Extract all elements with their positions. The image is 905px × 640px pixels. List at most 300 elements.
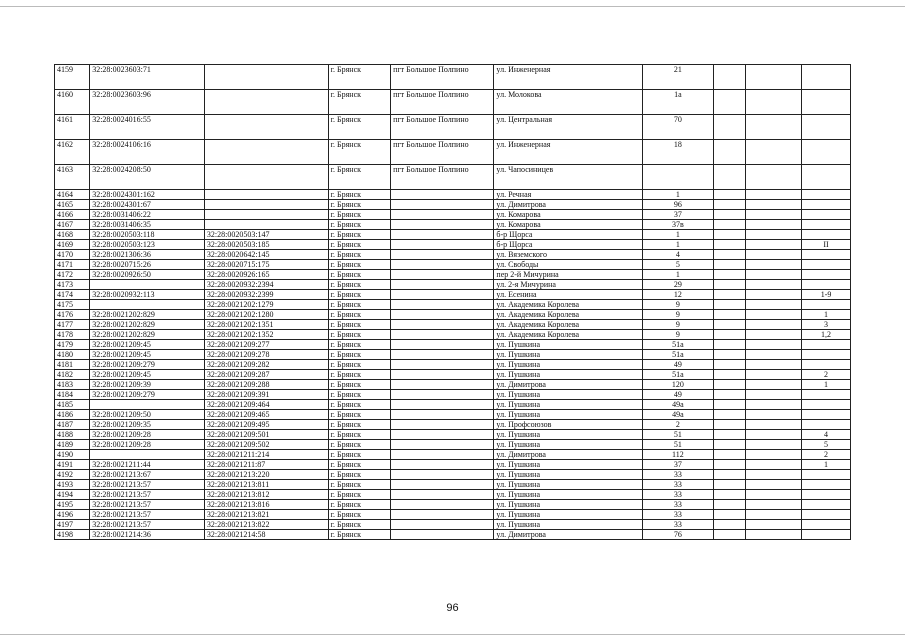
street-cell: ул. Центральная [494,115,643,140]
cadastral-number-land: 32:28:0020503:118 [90,230,205,240]
table-row [55,460,851,470]
settlement-cell [391,200,494,210]
cadastral-number-building [204,115,328,140]
house-number-cell: 33 [643,520,713,530]
row-number: 4181 [55,360,90,370]
cadastral-number-building [204,90,328,115]
settlement-cell [391,360,494,370]
blank-cell [713,210,746,220]
house-number-cell: 29 [643,280,713,290]
house-number-cell: 112 [643,450,713,460]
table-row [55,140,851,165]
house-number-cell: 51 [643,430,713,440]
row-number: 4194 [55,490,90,500]
street-cell: ул. Свободы [494,260,643,270]
row-number: 4187 [55,420,90,430]
cadastral-number-building: 32:28:0021209:288 [204,380,328,390]
blank-cell [746,400,802,410]
cadastral-number-building: 32:28:0021209:282 [204,360,328,370]
cadastral-number-building: 32:28:0021211:214 [204,450,328,460]
blank-cell [713,440,746,450]
cadastral-number-land [90,400,205,410]
house-number-cell: 33 [643,510,713,520]
street-cell: ул. Пушкина [494,370,643,380]
settlement-cell: пгт Большое Полпино [391,65,494,90]
city-cell: г. Брянск [328,280,390,290]
settlement-cell [391,300,494,310]
city-cell: г. Брянск [328,490,390,500]
row-number: 4178 [55,330,90,340]
blank-cell [746,530,802,540]
cadastral-number-land: 32:28:0024301:162 [90,190,205,200]
blank-cell [713,310,746,320]
blank-cell [713,90,746,115]
table-row [55,450,851,460]
house-number-cell: 33 [643,470,713,480]
settlement-cell [391,310,494,320]
house-number-cell: 9 [643,320,713,330]
apartment-cell [802,190,851,200]
street-cell: ул. Пушкина [494,440,643,450]
street-cell: ул. Пушкина [494,430,643,440]
cadastral-number-land: 32:28:0021209:28 [90,430,205,440]
table-row [55,440,851,450]
city-cell: г. Брянск [328,290,390,300]
settlement-cell [391,390,494,400]
cadastral-number-land: 32:28:0021306:36 [90,250,205,260]
apartment-cell [802,220,851,230]
apartment-cell [802,250,851,260]
blank-cell [746,320,802,330]
house-number-cell: 37 [643,460,713,470]
cadastral-number-building: 32:28:0021209:502 [204,440,328,450]
city-cell: г. Брянск [328,360,390,370]
blank-cell [713,480,746,490]
blank-cell [713,220,746,230]
table-row [55,330,851,340]
cadastral-number-land: 32:28:0021202:829 [90,320,205,330]
house-number-cell: 96 [643,200,713,210]
settlement-cell [391,420,494,430]
street-cell: ул. Пушкина [494,500,643,510]
settlement-cell [391,510,494,520]
house-number-cell: 1 [643,240,713,250]
street-cell: ул. Пушкина [494,340,643,350]
apartment-cell [802,200,851,210]
street-cell: ул. Пушкина [494,460,643,470]
cadastral-number-building: 32:28:0021202:1352 [204,330,328,340]
blank-cell [713,140,746,165]
table-row [55,65,851,90]
city-cell: г. Брянск [328,480,390,490]
cadastral-number-building [204,210,328,220]
city-cell: г. Брянск [328,420,390,430]
street-cell: ул. Инженерная [494,65,643,90]
house-number-cell: 9 [643,300,713,310]
blank-cell [746,220,802,230]
house-number-cell: 9 [643,310,713,320]
row-number: 4166 [55,210,90,220]
city-cell: г. Брянск [328,410,390,420]
table-row [55,250,851,260]
table-row [55,400,851,410]
row-number: 4196 [55,510,90,520]
blank-cell [746,450,802,460]
table-row [55,500,851,510]
cadastral-number-land: 32:28:0021209:45 [90,340,205,350]
blank-cell [746,260,802,270]
blank-cell [713,360,746,370]
settlement-cell [391,450,494,460]
cadastral-number-building: 32:28:0021213:812 [204,490,328,500]
city-cell: г. Брянск [328,520,390,530]
house-number-cell: 37в [643,220,713,230]
cadastral-number-building: 32:28:0021214:58 [204,530,328,540]
settlement-cell [391,330,494,340]
house-number-cell: 21 [643,65,713,90]
city-cell: г. Брянск [328,190,390,200]
apartment-cell [802,230,851,240]
street-cell: ул. Пушкина [494,350,643,360]
cadastral-number-building [204,165,328,190]
city-cell: г. Брянск [328,320,390,330]
table-row [55,410,851,420]
blank-cell [746,500,802,510]
cadastral-number-land: 32:28:0021202:829 [90,310,205,320]
apartment-cell [802,490,851,500]
city-cell: г. Брянск [328,470,390,480]
street-cell: ул. Пушкина [494,360,643,370]
row-number: 4160 [55,90,90,115]
city-cell: г. Брянск [328,140,390,165]
cadastral-number-land: 32:28:0020926:50 [90,270,205,280]
row-number: 4168 [55,230,90,240]
table-row [55,300,851,310]
street-cell: ул. Пушкина [494,470,643,480]
city-cell: г. Брянск [328,220,390,230]
table-row [55,280,851,290]
cadastral-number-land: 32:28:0021209:279 [90,390,205,400]
settlement-cell [391,230,494,240]
apartment-cell [802,280,851,290]
settlement-cell [391,280,494,290]
house-number-cell: 70 [643,115,713,140]
blank-cell [746,300,802,310]
cadastral-number-building: 32:28:0020926:165 [204,270,328,280]
blank-cell [713,320,746,330]
row-number: 4188 [55,430,90,440]
settlement-cell: пгт Большое Полпино [391,140,494,165]
street-cell: ул. Есенина [494,290,643,300]
apartment-cell [802,470,851,480]
settlement-cell [391,480,494,490]
settlement-cell [391,370,494,380]
blank-cell [746,310,802,320]
cadastral-number-building: 32:28:0021213:816 [204,500,328,510]
blank-cell [746,210,802,220]
apartment-cell: 4 [802,430,851,440]
street-cell: б-р Щорса [494,240,643,250]
cadastral-number-land: 32:28:0021213:57 [90,520,205,530]
street-cell: ул. Чапосиницев [494,165,643,190]
blank-cell [713,370,746,380]
apartment-cell: 1 [802,380,851,390]
apartment-cell [802,90,851,115]
table-row [55,270,851,280]
table-row [55,260,851,270]
blank-cell [713,165,746,190]
table-row [55,90,851,115]
blank-cell [713,190,746,200]
blank-cell [713,200,746,210]
apartment-cell [802,340,851,350]
row-number: 4165 [55,200,90,210]
blank-cell [746,440,802,450]
cadastral-number-building: 32:28:0021213:811 [204,480,328,490]
settlement-cell [391,320,494,330]
settlement-cell [391,410,494,420]
row-number: 4159 [55,65,90,90]
cadastral-number-building: 32:28:0021213:220 [204,470,328,480]
table-row [55,320,851,330]
street-cell: ул. Пушкина [494,510,643,520]
row-number: 4174 [55,290,90,300]
blank-cell [713,270,746,280]
settlement-cell [391,290,494,300]
row-number: 4180 [55,350,90,360]
blank-cell [713,290,746,300]
blank-cell [746,280,802,290]
blank-cell [746,470,802,480]
table-row [55,340,851,350]
settlement-cell [391,340,494,350]
registry-table [54,64,851,540]
house-number-cell: 76 [643,530,713,540]
blank-cell [746,490,802,500]
city-cell: г. Брянск [328,500,390,510]
table-row [55,310,851,320]
city-cell: г. Брянск [328,430,390,440]
table-row [55,115,851,140]
blank-cell [746,190,802,200]
apartment-cell [802,65,851,90]
street-cell: ул. Академика Королева [494,320,643,330]
city-cell: г. Брянск [328,310,390,320]
cadastral-number-building: 32:28:0021213:821 [204,510,328,520]
blank-cell [746,360,802,370]
apartment-cell [802,260,851,270]
blank-cell [746,140,802,165]
city-cell: г. Брянск [328,340,390,350]
table-row [55,510,851,520]
blank-cell [713,280,746,290]
house-number-cell: 51 [643,440,713,450]
blank-cell [746,370,802,380]
street-cell: ул. Профсоюзов [494,420,643,430]
row-number: 4173 [55,280,90,290]
table-row [55,390,851,400]
table-row [55,370,851,380]
blank-cell [746,520,802,530]
blank-cell [746,240,802,250]
row-number: 4164 [55,190,90,200]
cadastral-number-land: 32:28:0021209:50 [90,410,205,420]
cadastral-number-building [204,65,328,90]
street-cell: ул. Академика Королева [494,330,643,340]
row-number: 4169 [55,240,90,250]
blank-cell [746,65,802,90]
cadastral-number-building: 32:28:0021209:391 [204,390,328,400]
house-number-cell: 51а [643,340,713,350]
apartment-cell: 1 [802,310,851,320]
street-cell: ул. Димитрова [494,530,643,540]
blank-cell [713,530,746,540]
apartment-cell [802,410,851,420]
street-cell: ул. Пушкина [494,520,643,530]
table-row [55,165,851,190]
city-cell: г. Брянск [328,460,390,470]
cadastral-number-land: 32:28:0021202:829 [90,330,205,340]
street-cell: ул. Пушкина [494,490,643,500]
settlement-cell [391,530,494,540]
table-row [55,520,851,530]
cadastral-number-building: 32:28:0020932:2394 [204,280,328,290]
cadastral-number-building [204,190,328,200]
street-cell: ул. Академика Королева [494,310,643,320]
apartment-cell [802,400,851,410]
city-cell: г. Брянск [328,270,390,280]
table-row [55,490,851,500]
street-cell: ул. Вяземского [494,250,643,260]
cadastral-number-land: 32:28:0020715:26 [90,260,205,270]
house-number-cell: 51а [643,350,713,360]
cadastral-number-land: 32:28:0021211:44 [90,460,205,470]
cadastral-number-land: 32:28:0021213:67 [90,470,205,480]
settlement-cell [391,470,494,480]
table-row [55,290,851,300]
street-cell: ул. Димитрова [494,450,643,460]
apartment-cell [802,115,851,140]
cadastral-number-building: 32:28:0021209:495 [204,420,328,430]
blank-cell [746,430,802,440]
blank-cell [713,400,746,410]
settlement-cell [391,460,494,470]
table-row [55,230,851,240]
city-cell: г. Брянск [328,300,390,310]
settlement-cell: пгт Большое Полпино [391,90,494,115]
cadastral-number-building [204,200,328,210]
blank-cell [713,300,746,310]
cadastral-number-land: 32:28:0024208:50 [90,165,205,190]
cadastral-number-land: 32:28:0021213:57 [90,500,205,510]
house-number-cell: 120 [643,380,713,390]
city-cell: г. Брянск [328,450,390,460]
city-cell: г. Брянск [328,165,390,190]
city-cell: г. Брянск [328,440,390,450]
blank-cell [746,380,802,390]
row-number: 4195 [55,500,90,510]
row-number: 4197 [55,520,90,530]
street-cell: ул. Инженерная [494,140,643,165]
house-number-cell: 18 [643,140,713,165]
row-number: 4172 [55,270,90,280]
table-row [55,430,851,440]
house-number-cell: 49а [643,400,713,410]
house-number-cell: 9 [643,330,713,340]
house-number-cell: 5 [643,260,713,270]
row-number: 4191 [55,460,90,470]
blank-cell [746,230,802,240]
apartment-cell [802,350,851,360]
row-number: 4182 [55,370,90,380]
cadastral-number-land: 32:28:0031406:22 [90,210,205,220]
settlement-cell [391,440,494,450]
settlement-cell [391,260,494,270]
cadastral-number-building: 32:28:0021209:464 [204,400,328,410]
row-number: 4183 [55,380,90,390]
blank-cell [713,490,746,500]
blank-cell [746,90,802,115]
blank-cell [746,270,802,280]
house-number-cell: 51а [643,370,713,380]
blank-cell [746,290,802,300]
blank-cell [713,250,746,260]
cadastral-number-building: 32:28:0020503:147 [204,230,328,240]
house-number-cell: 33 [643,480,713,490]
settlement-cell [391,520,494,530]
page-number: 96 [446,602,459,614]
apartment-cell: II [802,240,851,250]
table-row [55,420,851,430]
row-number: 4184 [55,390,90,400]
row-number: 4193 [55,480,90,490]
apartment-cell [802,270,851,280]
cadastral-number-building: 32:28:0021209:465 [204,410,328,420]
cadastral-number-land: 32:28:0023603:96 [90,90,205,115]
cadastral-number-building: 32:28:0021211:87 [204,460,328,470]
row-number: 4179 [55,340,90,350]
blank-cell [713,520,746,530]
blank-cell [746,420,802,430]
settlement-cell [391,400,494,410]
blank-cell [713,350,746,360]
settlement-cell [391,500,494,510]
apartment-cell [802,165,851,190]
blank-cell [746,330,802,340]
apartment-cell [802,390,851,400]
row-number: 4171 [55,260,90,270]
city-cell: г. Брянск [328,350,390,360]
table-row [55,360,851,370]
city-cell: г. Брянск [328,210,390,220]
city-cell: г. Брянск [328,330,390,340]
table-row [55,190,851,200]
settlement-cell [391,270,494,280]
cadastral-number-land: 32:28:0021213:57 [90,480,205,490]
apartment-cell [802,360,851,370]
cadastral-number-building: 32:28:0021202:1279 [204,300,328,310]
row-number: 4177 [55,320,90,330]
settlement-cell: пгт Большое Полпино [391,115,494,140]
street-cell: пер 2-й Мичурина [494,270,643,280]
city-cell: г. Брянск [328,400,390,410]
apartment-cell [802,510,851,520]
row-number: 4190 [55,450,90,460]
house-number-cell: 1 [643,190,713,200]
blank-cell [746,390,802,400]
blank-cell [713,340,746,350]
apartment-cell [802,530,851,540]
